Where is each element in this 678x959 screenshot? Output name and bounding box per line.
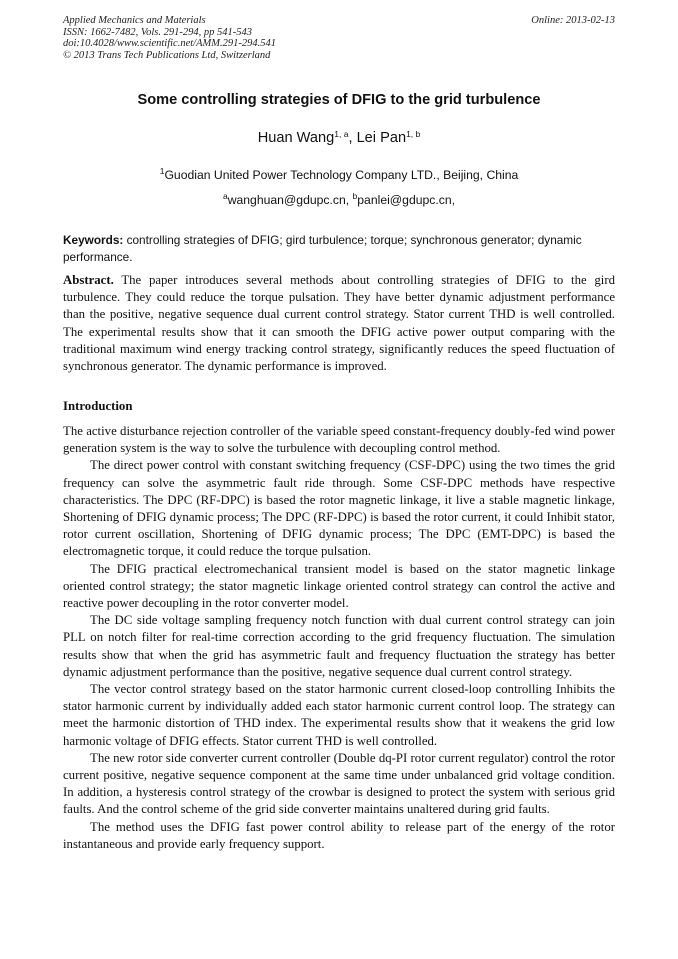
- affiliation: [0, 168, 678, 182]
- author-name: Huan Wang: [257, 130, 335, 146]
- journal-header: [63, 15, 615, 61]
- author-separator: ,: [348, 130, 357, 146]
- paragraph: The vector control strategy based on the stator harmonic current closed-loop controlling Inhibits the stator harmonic current by individually added each stator harmonic current control loop. The strategy can meet the harmonic distortion of THD index. The experimental results show that it weakens the grid low harmonic voltage of DFIG effects. Stator current THD is well controlled.: [63, 682, 615, 748]
- keywords-label: Keywords:: [63, 233, 124, 247]
- abstract-label: Abstract.: [63, 273, 114, 287]
- author-affiliation-mark: 1, b: [406, 129, 421, 139]
- author-line: [0, 130, 678, 146]
- keywords-text: controlling strategies of DFIG; gird turbulence; torque; synchronous generator; dynamic performance.: [63, 233, 582, 264]
- section-heading: Introduction: [63, 399, 133, 413]
- copyright-line: © 2013 Trans Tech Publications Ltd, Switzerland: [63, 49, 271, 61]
- paragraph: The method uses the DFIG fast power control ability to release part of the energy of the rotor instantaneous and provide early frequency support.: [63, 819, 615, 851]
- introduction-body: [63, 423, 615, 853]
- doi-line: doi:10.4028/www.scientific.net/AMM.291-294.541: [63, 38, 276, 50]
- author-name: Lei Pan: [356, 130, 407, 146]
- affiliation-mark: 1: [159, 166, 165, 176]
- paragraph: The active disturbance rejection controller of the variable speed constant-frequency doubly-fed wind power generation system is the way to solve the turbulence with decoupling control method.: [63, 424, 615, 456]
- affiliation-text: Guodian United Power Technology Company LTD., Beijing, China: [164, 168, 519, 182]
- email-mark: a: [222, 191, 228, 201]
- paragraph: The DFIG practical electromechanical transient model is based on the stator magnetic linkage oriented control strategy; the stator magnetic linkage oriented control strategy can control the active and reactive power decoupling in the rotor converter model.: [63, 561, 615, 611]
- paragraph: The DC side voltage sampling frequency notch function with dual current control strategy can join PLL on notch filter for real-time correction according to the grid frequency fluctuation. The simulation results show that when the grid has asymmetric fault and frequency fluctuation the strategy has better dynamic adjustment performance than the positive, negative sequence dual current control strategy.: [63, 613, 615, 679]
- author-affiliation-mark: 1, a: [334, 129, 349, 139]
- issn-line: ISSN: 1662-7482, Vols. 291-294, pp 541-543: [63, 26, 252, 38]
- email-line: [0, 193, 678, 207]
- email-address[interactable]: wanghuan@gdupc.cn,: [227, 193, 353, 207]
- paper-title: Some controlling strategies of DFIG to the grid turbulence: [137, 92, 541, 108]
- abstract-block: [63, 272, 615, 375]
- keywords-block: [63, 232, 615, 266]
- email-address[interactable]: panlei@gdupc.cn,: [357, 193, 456, 207]
- abstract-text: The paper introduces several methods about controlling strategies of DFIG to the gird turbulence. They could reduce the torque pulsation. They have better dynamic adjustment performance than the positive, negative sequence dual current control strategy. Stator current THD is well controlled. The experimental results show that it can smooth the DFIG active power output comparing with the traditional maximum wind energy tracking control strategy, significantly reduces the speed fluctuation of synchronous generator. The dynamic performance is improved.: [63, 273, 615, 374]
- paragraph: The new rotor side converter current controller (Double dq-PI rotor current regulator) control the rotor current positive, negative sequence component at the same time under unbalanced grid voltage condition. In addition, a hysteresis control strategy of the crowbar is designed to protect the system with serious grid faults. And the control scheme of the grid side converter maintains unaltered during grid faults.: [63, 750, 615, 817]
- email-mark: b: [352, 191, 358, 201]
- journal-name: Applied Mechanics and Materials: [63, 15, 206, 26]
- online-date: Online: 2013-02-13: [531, 15, 615, 26]
- paragraph: The direct power control with constant switching frequency (CSF-DPC) using the two times the grid frequency can solve the asymmetric fault ride through. Some CSF-DPC methods have respective characteristics. The DPC (RF-DPC) is based the rotor magnetic linkage, it live a stable magnetic linkage, Shortening of DFIG dynamic process; The DPC (RF-DPC) is based the rotor current, it could Inhibit stator, rotor current oscillation, Shortening of DFIG dynamic process; The DPC (EMT-DPC) is based the electromagnetic torque, it could reduce the torque pulsation.: [63, 458, 615, 559]
